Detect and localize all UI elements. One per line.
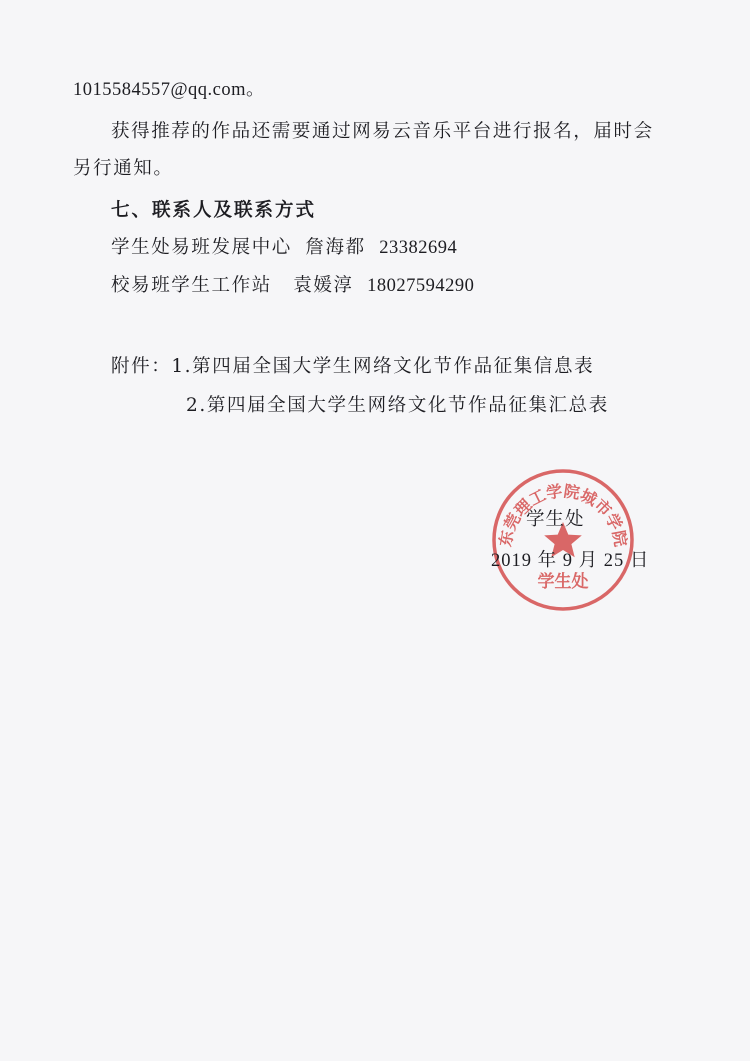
contact-org: 校易班学生工作站 (111, 275, 272, 296)
attachment-item: 2.第四届全国大学生网络文化节作品征集汇总表 (186, 395, 609, 416)
signature-unit: 学生处 (526, 509, 585, 530)
contact-phone: 18027594290 (367, 276, 475, 296)
section-heading: 七、联系人及联系方式 (111, 200, 317, 221)
official-seal-stamp (490, 467, 636, 613)
paragraph-line-2: 另行通知。 (73, 158, 174, 179)
signature-date: 2019 年 9 月 25 日 (491, 551, 650, 571)
contact-org: 学生处易班发展中心 (111, 237, 292, 258)
seal-arc-text: 东莞理工学院城市学院 (495, 481, 631, 549)
contact-name: 詹海都 (305, 237, 366, 258)
contact-phone: 23382694 (379, 238, 458, 258)
seal-center-text: 学生处 (537, 572, 589, 592)
contact-row (111, 233, 457, 259)
attachment-prefix: 附件： (111, 356, 172, 377)
attachment-item: 1.第四届全国大学生网络文化节作品征集信息表 (171, 356, 595, 377)
contact-row (111, 271, 474, 297)
paragraph-line-1: 获得推荐的作品还需要通过网易云音乐平台进行报名，届时会 (111, 121, 654, 142)
attachment-row-1 (111, 352, 594, 378)
attachment-row-2 (186, 391, 609, 417)
email-line: 1015584557@qq.com。 (73, 80, 266, 100)
contact-name: 袁媛淳 (293, 275, 354, 296)
